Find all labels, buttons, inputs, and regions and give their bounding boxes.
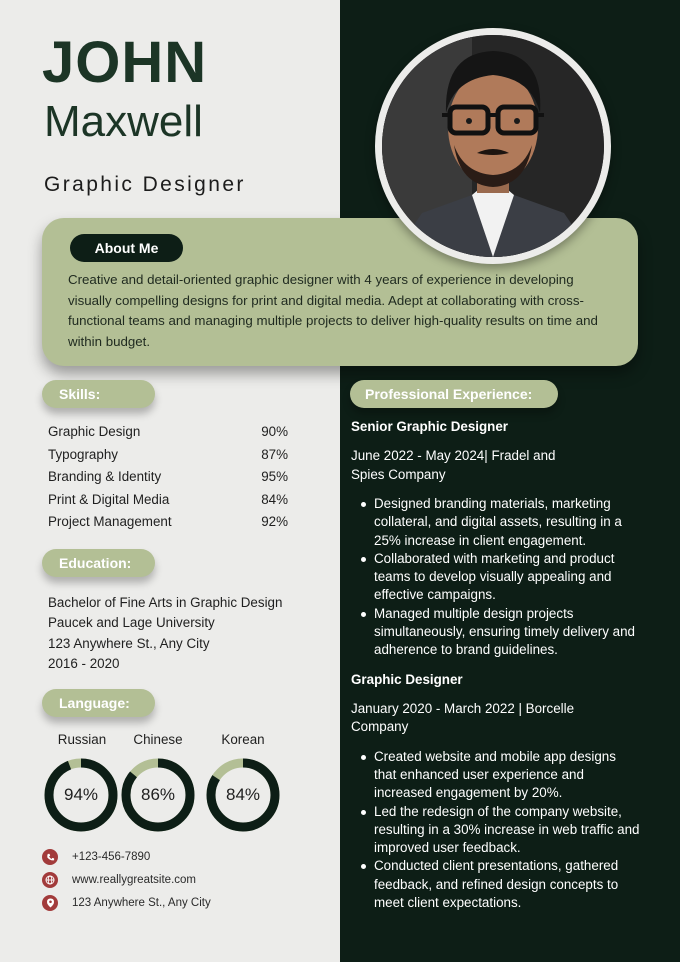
job-entry [351, 670, 641, 913]
gauge-label: 86% [140, 785, 176, 804]
skill-row [48, 468, 288, 491]
skill-level: 95% [261, 469, 288, 484]
about-text: Creative and detail-oriented graphic designer with 4 years of experience in developing visually compelling designs for print and digital media. Adept at collaborating with cross-functional teams and managing multiple projects to deliver high-quality results on time and within budget. [68, 272, 598, 349]
experience-section [351, 417, 641, 912]
skill-row [48, 446, 288, 469]
skill-level: 87% [261, 446, 288, 462]
skill-name: Print & Digital Media [48, 491, 170, 507]
job-bullet: Designed branding materials, marketing collateral, and digital assets, resulting in a 25% increase in client engagement. [358, 495, 641, 550]
job-period-line: Company [351, 719, 409, 735]
last-name: Maxwell [44, 97, 203, 146]
job-period-line: January 2020 - March 2022 | Borcelle [351, 700, 575, 716]
language-name: Korean [221, 732, 265, 747]
job-bullets [358, 495, 641, 660]
skill-name: Typography [48, 446, 118, 462]
portrait-illustration [382, 35, 604, 257]
skill-row [48, 491, 288, 514]
language-gauge [205, 757, 281, 833]
job-title-heading: Senior Graphic Designer [351, 419, 509, 434]
job-bullet: Conducted client presentations, gathered feedback, and refined design concepts to meet client expectations. [358, 857, 641, 912]
job-period-line: Spies Company [351, 466, 446, 482]
education-degree: Bachelor of Fine Arts in Graphic Design [48, 595, 283, 610]
language-gauge [120, 757, 196, 833]
gauge-label: 84% [225, 785, 261, 804]
globe-icon [42, 872, 58, 888]
skill-name: Project Management [48, 514, 172, 529]
job-bullet: Led the redesign of the company website, resulting in a 30% increase in web traffic and improved user feedback. [358, 803, 641, 858]
about-heading: About Me [70, 234, 183, 262]
job-title: Graphic Designer [44, 173, 246, 196]
skills-heading: Skills: [42, 380, 155, 408]
education-years: 2016 - 2020 [48, 655, 120, 671]
education-heading: Education: [42, 549, 155, 577]
job-period [351, 447, 641, 484]
first-name: JOHN [42, 30, 208, 95]
language-name: Chinese [133, 732, 183, 747]
profile-photo [382, 35, 604, 257]
profile-photo-frame [375, 28, 611, 264]
language-gauge [43, 757, 119, 833]
job-bullet: Managed multiple design projects simultaneously, ensuring timely delivery and adherence to brand guidelines. [358, 605, 641, 660]
skills-list [48, 423, 288, 536]
job-bullets [358, 748, 641, 913]
education-details [48, 593, 282, 674]
location-pin-icon [42, 895, 58, 911]
address-text: 123 Anywhere St., Any City [72, 897, 211, 909]
skill-level: 84% [261, 491, 288, 507]
contact-address [42, 894, 211, 912]
experience-heading: Professional Experience: [350, 380, 558, 408]
skill-name: Graphic Design [48, 424, 141, 439]
job-period-line: June 2022 - May 2024| Fradel and [351, 448, 556, 463]
job-period [351, 700, 641, 737]
website-text[interactable]: www.reallygreatsite.com [72, 874, 196, 886]
skill-row [48, 513, 288, 536]
language-heading: Language: [42, 689, 155, 717]
contact-phone [42, 848, 150, 866]
phone-text: +123-456-7890 [72, 851, 151, 863]
job-bullet: Created website and mobile app designs that enhanced user experience and increased engagement by 20%. [358, 748, 641, 803]
skill-row [48, 423, 288, 446]
education-address: 123 Anywhere St., Any City [48, 635, 210, 651]
skill-level: 90% [261, 424, 288, 439]
skill-level: 92% [261, 514, 288, 529]
job-title-heading: Graphic Designer [351, 671, 463, 687]
language-name: Russian [57, 732, 107, 747]
education-school: Paucek and Lage University [48, 615, 215, 631]
job-bullet: Collaborated with marketing and product teams to develop visually appealing and effective campaigns. [358, 550, 641, 605]
skill-name: Branding & Identity [48, 469, 162, 484]
job-entry [351, 417, 641, 660]
contact-website [42, 871, 196, 889]
gauge-label: 94% [63, 785, 99, 804]
phone-icon [42, 849, 58, 865]
